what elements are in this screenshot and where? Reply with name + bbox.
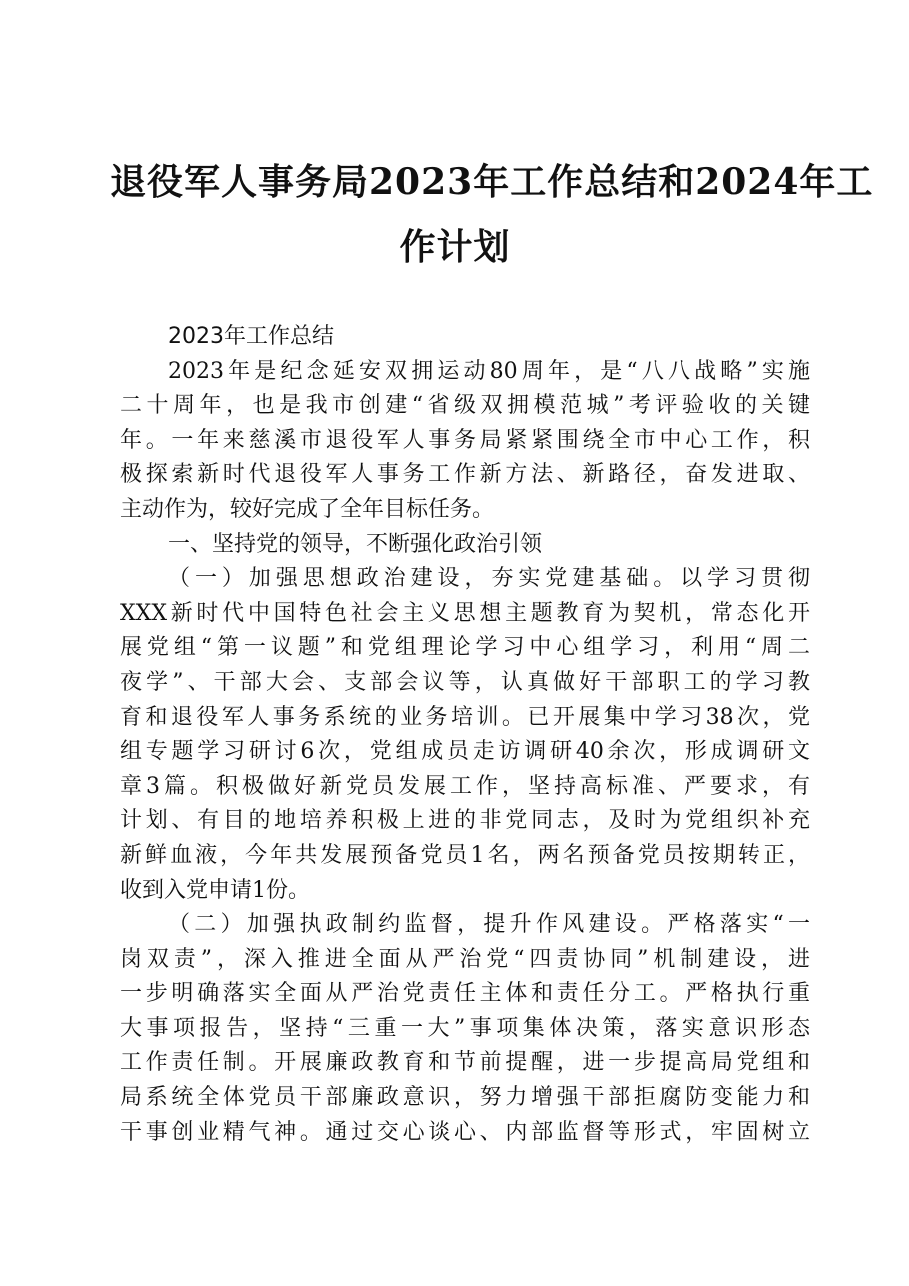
section-heading: 一、坚持党的领导，不断强化政治引领	[168, 531, 543, 557]
paragraph-line: 工作责任制。开展廉政教育和节前提醒，进一步提高局党组和	[120, 1050, 810, 1076]
paragraph-line: 计划、有目的地培养积极上进的非党同志，及时为党组织补充	[120, 808, 810, 834]
paragraph-line: 夜学”、干部大会、支部会议等，认真做好干部职工的学习教	[120, 669, 810, 695]
paragraph-line: 局系统全体党员干部廉政意识，努力增强干部拒腐防变能力和	[120, 1085, 810, 1111]
paragraph-line: 2023年是纪念延安双拥运动80周年，是“八八战略”实施	[168, 358, 810, 384]
paragraph-line: 章3篇。积极做好新党员发展工作，坚持高标准、严要求，有	[120, 773, 810, 799]
paragraph-line: 大事项报告，坚持“三重一大”事项集体决策，落实意识形态	[120, 1015, 810, 1041]
paragraph-line: 组专题学习研讨6次，党组成员走访调研40余次，形成调研文	[120, 739, 810, 765]
paragraph-line: 育和退役军人事务系统的业务培训。已开展集中学习38次，党	[120, 704, 810, 730]
paragraph-line: 极探索新时代退役军人事务工作新方法、新路径，奋发进取、	[120, 462, 810, 488]
paragraph-line: 收到入党申请1份。	[120, 877, 310, 903]
document-body	[120, 320, 810, 1150]
section-heading: 2023年工作总结	[168, 324, 334, 349]
paragraph-line: （一）加强思想政治建设，夯实党建基础。以学习贯彻	[168, 566, 810, 592]
paragraph-line: 主动作为，较好完成了全年目标任务。	[120, 496, 495, 522]
document-title-line-2: 作计划	[399, 226, 511, 268]
paragraph-line: 新鲜血液，今年共发展预备党员1名，两名预备党员按期转正，	[120, 842, 810, 868]
paragraph-line: XXX新时代中国特色社会主义思想主题教育为契机，常态化开	[120, 600, 810, 626]
paragraph-line: 二十周年，也是我市创建“省级双拥模范城”考评验收的关键	[120, 393, 810, 419]
paragraph-line: 一步明确落实全面从严治党责任主体和责任分工。严格执行重	[120, 981, 810, 1007]
document-title-line-1: 退役军人事务局2023年工作总结和2024年工	[110, 161, 874, 203]
paragraph-line: 岗双责”，深入推进全面从严治党“四责协同”机制建设，进	[120, 946, 810, 972]
paragraph-line: 干事创业精气神。通过交心谈心、内部监督等形式，牢固树立	[120, 1119, 810, 1145]
paragraph-line: 年。一年来慈溪市退役军人事务局紧紧围绕全市中心工作，积	[120, 427, 810, 453]
paragraph-line: （二）加强执政制约监督，提升作风建设。严格落实“一	[168, 912, 810, 938]
paragraph-line: 展党组“第一议题”和党组理论学习中心组学习，利用“周二	[120, 635, 810, 661]
